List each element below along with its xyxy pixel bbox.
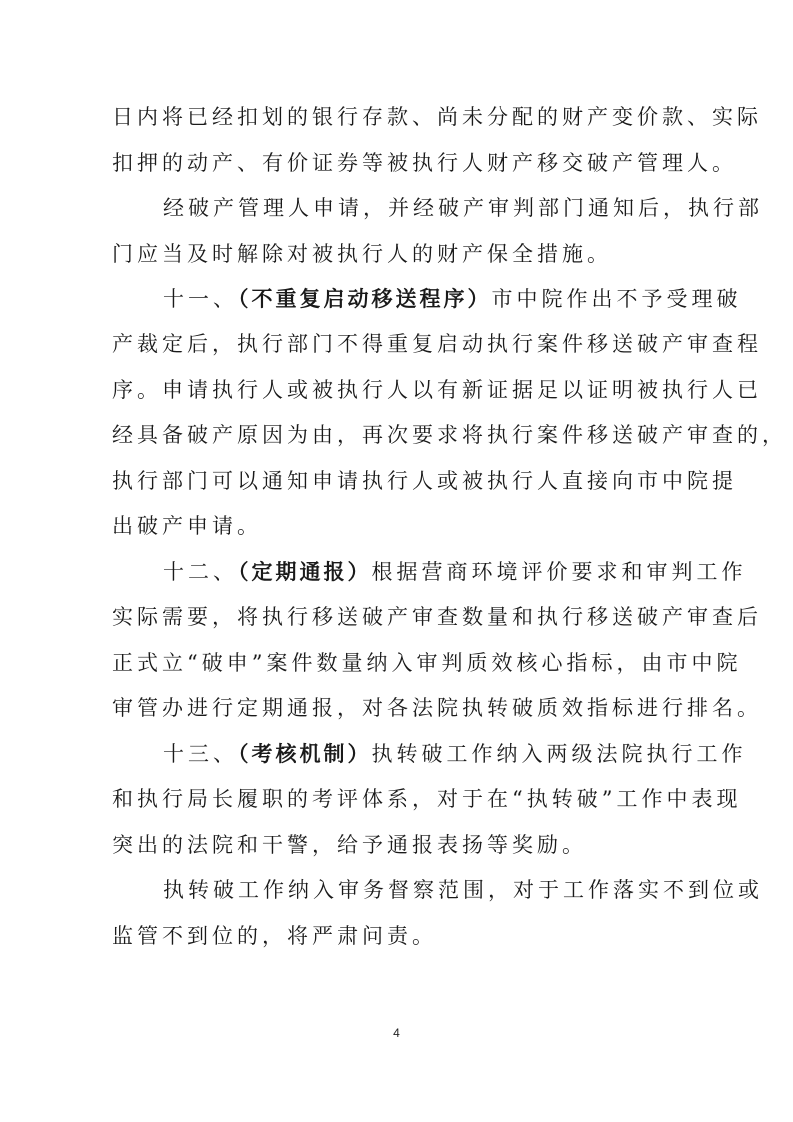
section-number: 十三、 xyxy=(163,742,238,766)
paragraph-line: 产裁定后，执行部门不得重复启动执行案件移送破产审查程 xyxy=(112,332,762,356)
paragraph-line: 正式立“破申”案件数量纳入审判质效核心指标，由市中院 xyxy=(112,651,742,675)
paragraph-line: 序。申请执行人或被执行人以有新证据足以证明被执行人已 xyxy=(112,378,762,402)
section-title: （考核机制） xyxy=(238,742,372,766)
paragraph-line: 执行部门可以通知申请执行人或被执行人直接向市中院提 xyxy=(112,469,737,493)
paragraph-line: 经破产管理人申请，并经破产审判部门通知后，执行部 xyxy=(163,196,763,220)
paragraph-line: 突出的法院和干警，给予通报表扬等奖励。 xyxy=(112,833,587,857)
page-number: 4 xyxy=(393,1026,400,1040)
section-11-heading-line xyxy=(163,285,742,313)
paragraph-line: 审管办进行定期通报，对各法院执转破质效指标进行排名。 xyxy=(112,696,762,720)
section-text: 根据营商环境评价要求和审判工作 xyxy=(371,560,747,584)
section-number: 十一、 xyxy=(163,287,238,311)
paragraph-line: 和执行局长履职的考评体系，对于在“执转破”工作中表现 xyxy=(112,787,742,811)
paragraph-line: 实际需要，将执行移送破产审查数量和执行移送破产审查后 xyxy=(112,605,762,629)
section-13-heading-line xyxy=(163,740,747,768)
paragraph-line: 监管不到位的，将严肃问责。 xyxy=(112,924,437,948)
section-12-heading-line xyxy=(163,558,747,586)
paragraph-line: 日内将已经扣划的银行存款、尚未分配的财产变价款、实际 xyxy=(112,105,762,129)
paragraph-line: 门应当及时解除对被执行人的财产保全措施。 xyxy=(112,242,612,266)
section-text: 执转破工作纳入两级法院执行工作 xyxy=(371,742,747,766)
paragraph-line: 扣押的动产、有价证券等被执行人财产移交破产管理人。 xyxy=(112,151,737,175)
paragraph-line: 执转破工作纳入审务督察范围，对于工作落实不到位或 xyxy=(163,878,763,902)
section-text: 市中院作出不予受理破 xyxy=(491,287,742,311)
section-number: 十二、 xyxy=(163,560,238,584)
section-title: （定期通报） xyxy=(238,560,372,584)
section-title: （不重复启动移送程序） xyxy=(238,287,492,311)
paragraph-line: 出破产申请。 xyxy=(112,514,262,538)
paragraph-line: 经具备破产原因为由，再次要求将执行案件移送破产审查的， xyxy=(112,423,787,447)
